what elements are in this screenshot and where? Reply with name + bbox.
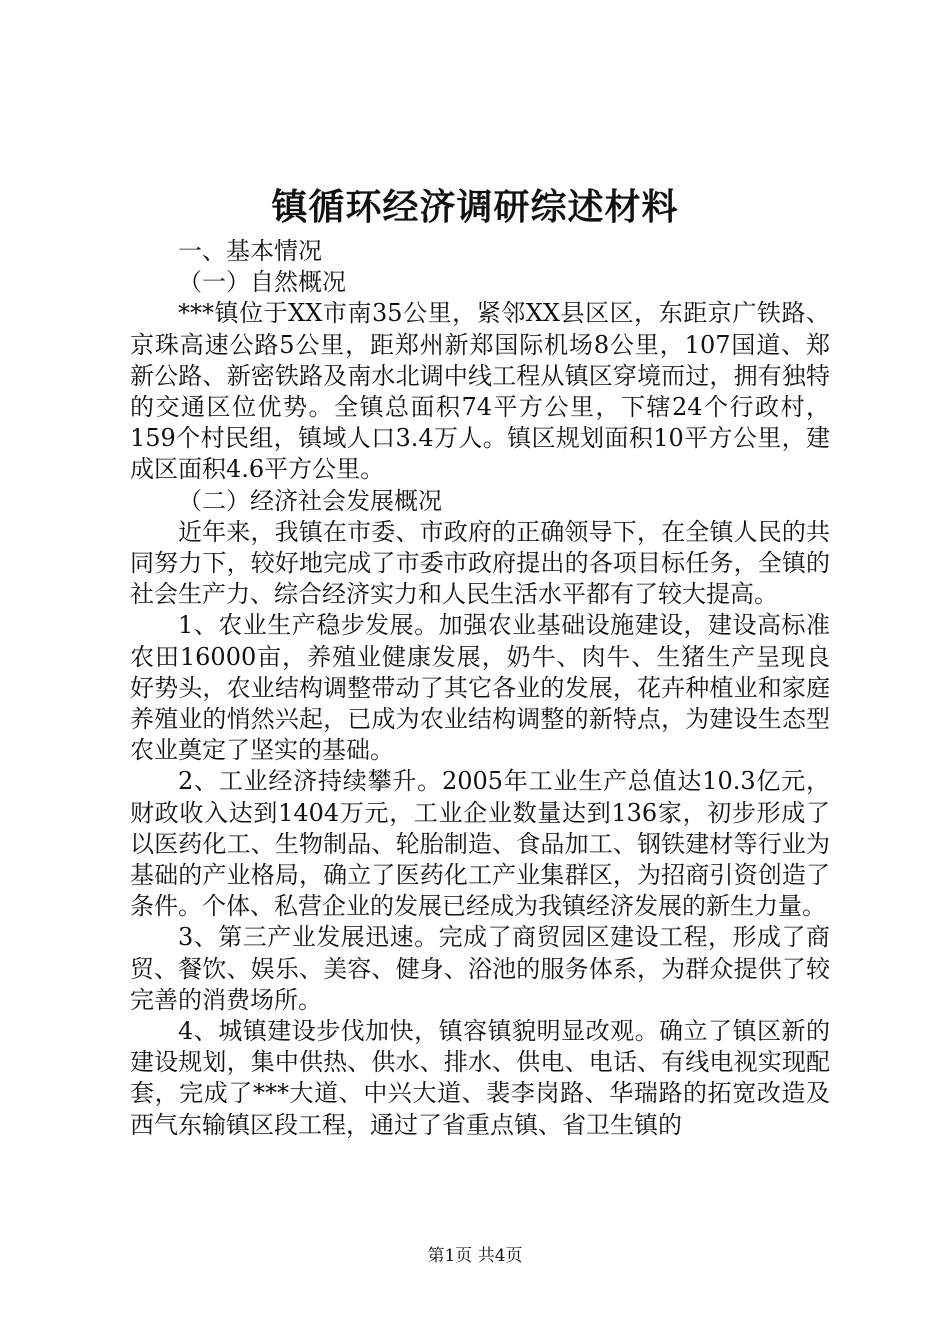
paragraph: 4、城镇建设步伐加快，镇容镇貌明显改观。确立了镇区新的建设规划，集中供热、供水、排水、供电、电话、有线电视实现配套，完成了***大道、中兴大道、裴李岗路、华瑞路的拓宽改造及西气东输镇区段工程，通过了省重点镇、省卫生镇的	[130, 1017, 830, 1139]
paragraph: 3、第三产业发展迅速。完成了商贸园区建设工程，形成了商贸、餐饮、娱乐、美容、健身、浴池的服务体系，为群众提供了较完善的消费场所。	[130, 923, 830, 1014]
subsection-heading: （一）自然概况	[178, 268, 346, 297]
paragraph: 2、工业经济持续攀升。2005年工业生产总值达10.3亿元，财政收入达到1404万元，工业企业数量达到136家，初步形成了以医药化工、生物制品、轮胎制造、食品加工、钢铁建材等行业为基础的产业格局，确立了医药化工产业集群区，为招商引资创造了条件。个体、私营企业的发展已经成为我镇经济发展的新生力量。	[130, 767, 830, 921]
paragraph: 1、农业生产稳步发展。加强农业基础设施建设，建设高标准农田16000亩，养殖业健康发展，奶牛、肉牛、生猪生产呈现良好势头，农业结构调整带动了其它各业的发展，花卉种植业和家庭养殖业的悄然兴起，已成为农业结构调整的新特点，为建设生态型农业奠定了坚实的基础。	[130, 611, 830, 765]
paragraph: 近年来，我镇在市委、市政府的正确领导下，在全镇人民的共同努力下，较好地完成了市委市政府提出的各项目标任务，全镇的社会生产力、综合经济实力和人民生活水平都有了较大提高。	[130, 517, 830, 609]
paragraph: ***镇位于XX市南35公里，紧邻XX县区区，东距京广铁路、京珠高速公路5公里，距郑州新郑国际机场8公里，107国道、郑新公路、新密铁路及南水北调中线工程从镇区穿境而过，拥有独特的交通区位优势。全镇总面积74平方公里，下辖24个行政村，159个村民组，镇域人口3.4万人。镇区规划面积10平方公里，建成区面积4.6平方公里。	[130, 299, 830, 484]
document-body	[130, 236, 830, 1141]
section-heading: 一、基本情况	[178, 237, 322, 265]
page-footer: 第1页 共4页	[427, 1246, 523, 1266]
subsection-heading: （二）经济社会发展概况	[178, 486, 442, 515]
document-title: 镇循环经济调研综述材料	[271, 186, 679, 228]
